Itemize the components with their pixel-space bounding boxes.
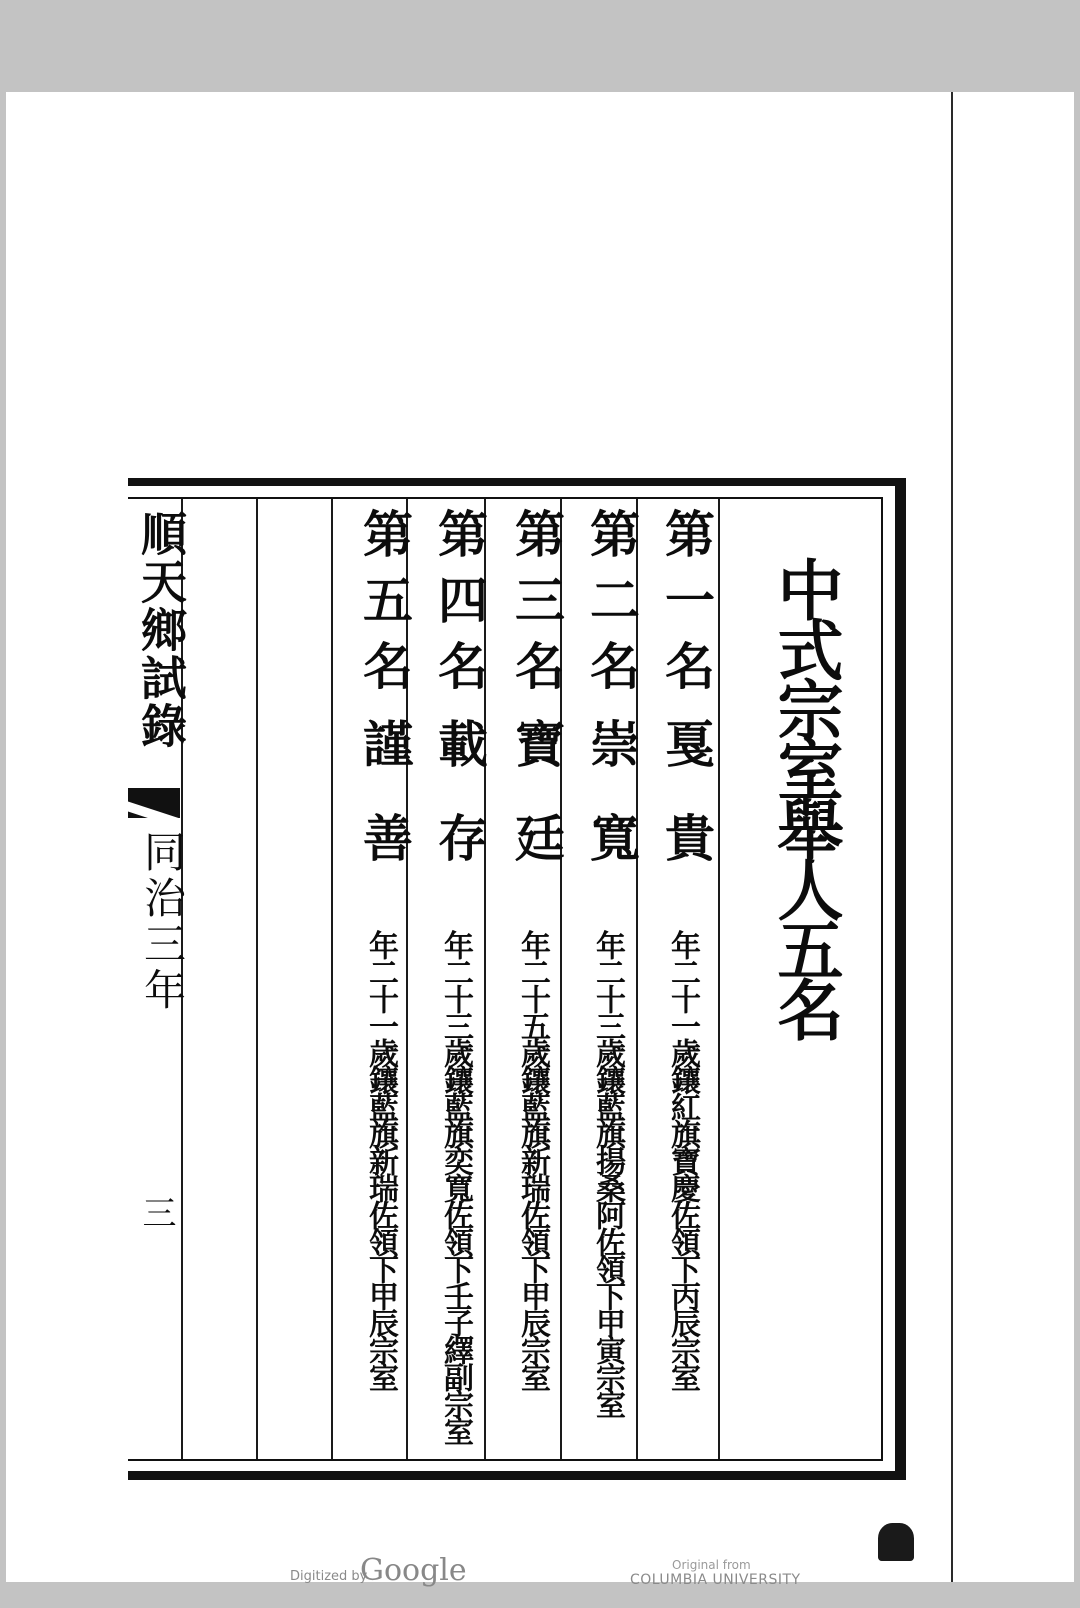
column-rule <box>331 499 333 1459</box>
gutter-line <box>951 92 953 1582</box>
original-from-label: Original from <box>672 1558 751 1572</box>
entry-name: 崇寬 <box>582 718 641 906</box>
inner-rule <box>881 497 883 1461</box>
page-title: 中式宗室舉人五名 <box>766 556 844 1036</box>
entry-rank: 第四名 <box>430 508 489 706</box>
entry-name: 戛貴 <box>657 718 716 906</box>
entry-detail: 年二十一歲鑲藍旗新瑞佐領下甲辰宗室 <box>363 930 398 1389</box>
margin-book-title: 順天鄉試錄 <box>134 510 188 750</box>
inner-rule <box>128 1459 883 1461</box>
fishtail-mark <box>128 788 180 818</box>
digitized-by-label: Digitized by <box>290 1569 368 1584</box>
entry-detail: 年二十三歲鑲藍旗揚桑阿佐領下甲寅宗室 <box>590 930 625 1416</box>
entry-name: 寶廷 <box>507 718 566 906</box>
institution-label: COLUMBIA UNIVERSITY <box>630 1572 801 1588</box>
entry-rank: 第二名 <box>582 508 641 706</box>
entry-detail: 年二十五歲鑲藍旗新瑞佐領下甲辰宗室 <box>515 930 550 1389</box>
entry-name: 載存 <box>430 718 489 906</box>
entry-rank: 第三名 <box>507 508 566 706</box>
inner-rule <box>128 497 883 499</box>
margin-date: 同治三年 <box>138 830 187 1014</box>
entry-detail: 年二十一歲鑲紅旗寶慶佐領下丙辰宗室 <box>665 930 700 1389</box>
entry-detail: 年二十三歲鑲藍旗奕寬佐領下壬子繹副宗室 <box>438 930 473 1443</box>
entry-rank: 第一名 <box>657 508 716 706</box>
entry-rank: 第五名 <box>355 508 414 706</box>
margin-page-number: 三 <box>136 1195 176 1229</box>
entry-name: 謹善 <box>355 718 414 906</box>
column-rule <box>256 499 258 1459</box>
ink-blot <box>878 1523 914 1561</box>
google-logo: Google <box>360 1553 467 1588</box>
